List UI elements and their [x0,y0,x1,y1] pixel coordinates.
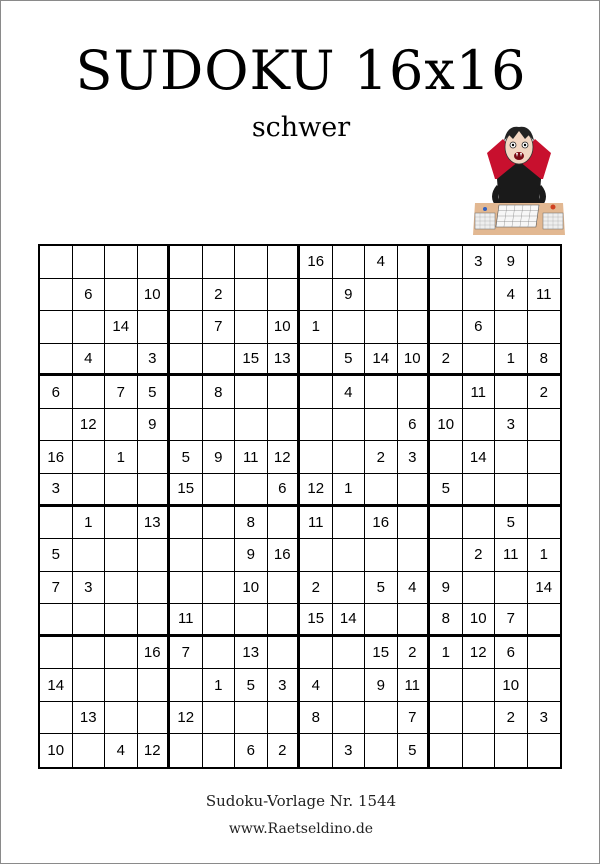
empty-cell[interactable] [365,311,398,344]
given-cell: 9 [138,409,171,442]
given-cell: 4 [105,734,138,767]
given-cell: 3 [268,669,301,702]
given-cell: 5 [333,344,366,377]
empty-cell[interactable] [365,734,398,767]
empty-cell[interactable] [300,734,333,767]
empty-cell[interactable] [398,246,431,279]
given-cell: 4 [73,344,106,377]
given-cell: 2 [365,441,398,474]
given-cell: 6 [463,311,496,344]
given-cell: 5 [365,572,398,605]
given-cell: 12 [138,734,171,767]
given-cell: 12 [73,409,106,442]
empty-cell[interactable] [463,409,496,442]
given-cell: 14 [105,311,138,344]
empty-cell[interactable] [365,702,398,735]
empty-cell[interactable] [170,572,203,605]
empty-cell[interactable] [268,637,301,670]
given-cell: 8 [300,702,333,735]
empty-cell[interactable] [105,669,138,702]
given-cell: 6 [398,409,431,442]
empty-cell[interactable] [268,572,301,605]
empty-cell[interactable] [73,246,106,279]
empty-cell[interactable] [105,246,138,279]
empty-cell[interactable] [268,376,301,409]
empty-cell[interactable] [73,539,106,572]
given-cell: 11 [300,507,333,540]
empty-cell[interactable] [105,702,138,735]
empty-cell[interactable] [300,344,333,377]
given-cell: 11 [495,539,528,572]
empty-cell[interactable] [528,441,561,474]
given-cell: 9 [203,441,236,474]
empty-cell[interactable] [170,507,203,540]
given-cell: 15 [235,344,268,377]
given-cell: 13 [268,344,301,377]
given-cell: 13 [138,507,171,540]
given-cell: 11 [463,376,496,409]
given-cell: 7 [495,604,528,637]
empty-cell[interactable] [430,311,463,344]
given-cell: 4 [365,246,398,279]
given-cell: 2 [203,279,236,312]
given-cell: 7 [105,376,138,409]
empty-cell[interactable] [138,311,171,344]
empty-cell[interactable] [300,441,333,474]
given-cell: 6 [268,474,301,507]
empty-cell[interactable] [40,409,73,442]
given-cell: 5 [495,507,528,540]
given-cell: 10 [268,311,301,344]
given-cell: 9 [333,279,366,312]
empty-cell[interactable] [40,344,73,377]
given-cell: 8 [235,507,268,540]
empty-cell[interactable] [170,409,203,442]
given-cell: 6 [73,279,106,312]
empty-cell[interactable] [203,637,236,670]
given-cell: 5 [138,376,171,409]
given-cell: 6 [235,734,268,767]
given-cell: 4 [300,669,333,702]
given-cell: 2 [398,637,431,670]
empty-cell[interactable] [268,246,301,279]
empty-cell[interactable] [203,604,236,637]
empty-cell[interactable] [463,572,496,605]
empty-cell[interactable] [105,637,138,670]
given-cell: 10 [40,734,73,767]
empty-cell[interactable] [333,637,366,670]
empty-cell[interactable] [235,409,268,442]
empty-cell[interactable] [398,507,431,540]
empty-cell[interactable] [365,539,398,572]
empty-cell[interactable] [105,344,138,377]
empty-cell[interactable] [40,246,73,279]
empty-cell[interactable] [73,311,106,344]
given-cell: 3 [73,572,106,605]
empty-cell[interactable] [365,409,398,442]
empty-cell[interactable] [300,637,333,670]
given-cell: 1 [495,344,528,377]
empty-cell[interactable] [40,311,73,344]
empty-cell[interactable] [40,702,73,735]
given-cell: 16 [300,246,333,279]
given-cell: 15 [300,604,333,637]
empty-cell[interactable] [73,637,106,670]
given-cell: 1 [203,669,236,702]
given-cell: 13 [235,637,268,670]
empty-cell[interactable] [105,474,138,507]
empty-cell[interactable] [40,507,73,540]
empty-cell[interactable] [138,604,171,637]
given-cell: 5 [40,539,73,572]
given-cell: 16 [138,637,171,670]
empty-cell[interactable] [398,539,431,572]
given-cell: 10 [235,572,268,605]
empty-cell[interactable] [333,409,366,442]
empty-cell[interactable] [235,311,268,344]
given-cell: 15 [170,474,203,507]
empty-cell[interactable] [365,279,398,312]
empty-cell[interactable] [300,279,333,312]
empty-cell[interactable] [365,604,398,637]
empty-cell[interactable] [463,507,496,540]
empty-cell[interactable] [333,702,366,735]
empty-cell[interactable] [73,474,106,507]
empty-cell[interactable] [430,734,463,767]
empty-cell[interactable] [73,604,106,637]
empty-cell[interactable] [138,539,171,572]
empty-cell[interactable] [138,474,171,507]
empty-cell[interactable] [170,246,203,279]
given-cell: 7 [170,637,203,670]
empty-cell[interactable] [333,441,366,474]
empty-cell[interactable] [528,669,561,702]
empty-cell[interactable] [528,637,561,670]
empty-cell[interactable] [463,702,496,735]
empty-cell[interactable] [170,734,203,767]
empty-cell[interactable] [138,441,171,474]
given-cell: 14 [463,441,496,474]
empty-cell[interactable] [430,669,463,702]
given-cell: 1 [333,474,366,507]
given-cell: 9 [365,669,398,702]
empty-cell[interactable] [528,311,561,344]
empty-cell[interactable] [105,507,138,540]
given-cell: 5 [170,441,203,474]
given-cell: 3 [495,409,528,442]
empty-cell[interactable] [398,474,431,507]
empty-cell[interactable] [528,604,561,637]
empty-cell[interactable] [398,279,431,312]
given-cell: 3 [463,246,496,279]
empty-cell[interactable] [333,507,366,540]
given-cell: 10 [398,344,431,377]
given-cell: 8 [430,604,463,637]
empty-cell[interactable] [170,344,203,377]
empty-cell[interactable] [528,409,561,442]
given-cell: 1 [300,311,333,344]
empty-cell[interactable] [333,669,366,702]
empty-cell[interactable] [40,604,73,637]
empty-cell[interactable] [528,474,561,507]
given-cell: 12 [300,474,333,507]
given-cell: 6 [40,376,73,409]
given-cell: 5 [430,474,463,507]
given-cell: 1 [105,441,138,474]
empty-cell[interactable] [203,572,236,605]
empty-cell[interactable] [463,669,496,702]
empty-cell[interactable] [235,702,268,735]
empty-cell[interactable] [528,507,561,540]
given-cell: 2 [495,702,528,735]
given-cell: 6 [495,637,528,670]
empty-cell[interactable] [203,702,236,735]
empty-cell[interactable] [203,474,236,507]
vampire-mascot-icon [473,113,565,237]
given-cell: 2 [430,344,463,377]
given-cell: 10 [495,669,528,702]
given-cell: 16 [40,441,73,474]
empty-cell[interactable] [170,311,203,344]
given-cell: 12 [170,702,203,735]
empty-cell[interactable] [170,539,203,572]
empty-cell[interactable] [430,507,463,540]
empty-cell[interactable] [170,376,203,409]
empty-cell[interactable] [268,702,301,735]
given-cell: 8 [203,376,236,409]
empty-cell[interactable] [170,669,203,702]
empty-cell[interactable] [73,441,106,474]
given-cell: 14 [365,344,398,377]
given-cell: 7 [203,311,236,344]
given-cell: 2 [268,734,301,767]
empty-cell[interactable] [268,409,301,442]
given-cell: 13 [73,702,106,735]
given-cell: 11 [235,441,268,474]
given-cell: 14 [528,572,561,605]
empty-cell[interactable] [495,441,528,474]
empty-cell[interactable] [528,246,561,279]
given-cell: 3 [528,702,561,735]
given-cell: 1 [430,637,463,670]
empty-cell[interactable] [398,311,431,344]
empty-cell[interactable] [365,376,398,409]
empty-cell[interactable] [40,637,73,670]
empty-cell[interactable] [235,604,268,637]
empty-cell[interactable] [300,409,333,442]
given-cell: 15 [365,637,398,670]
empty-cell[interactable] [398,376,431,409]
empty-cell[interactable] [73,376,106,409]
given-cell: 5 [235,669,268,702]
empty-cell[interactable] [398,604,431,637]
given-cell: 16 [268,539,301,572]
empty-cell[interactable] [268,604,301,637]
given-cell: 2 [528,376,561,409]
empty-cell[interactable] [203,409,236,442]
empty-cell[interactable] [333,572,366,605]
empty-cell[interactable] [105,539,138,572]
given-cell: 9 [430,572,463,605]
empty-cell[interactable] [203,539,236,572]
empty-cell[interactable] [73,669,106,702]
given-cell: 3 [333,734,366,767]
empty-cell[interactable] [235,279,268,312]
empty-cell[interactable] [105,604,138,637]
empty-cell[interactable] [170,279,203,312]
empty-cell[interactable] [235,474,268,507]
empty-cell[interactable] [333,246,366,279]
given-cell: 8 [528,344,561,377]
empty-cell[interactable] [463,279,496,312]
empty-cell[interactable] [138,702,171,735]
empty-cell[interactable] [235,376,268,409]
empty-cell[interactable] [430,441,463,474]
empty-cell[interactable] [268,507,301,540]
empty-cell[interactable] [430,702,463,735]
empty-cell[interactable] [138,246,171,279]
given-cell: 12 [463,637,496,670]
given-cell: 11 [170,604,203,637]
given-cell: 4 [333,376,366,409]
given-cell: 4 [495,279,528,312]
given-cell: 11 [398,669,431,702]
given-cell: 7 [398,702,431,735]
page-title: SUDOKU 16x16 [75,39,527,102]
given-cell: 1 [528,539,561,572]
empty-cell[interactable] [495,474,528,507]
empty-cell[interactable] [203,344,236,377]
empty-cell[interactable] [268,279,301,312]
empty-cell[interactable] [430,279,463,312]
given-cell: 16 [365,507,398,540]
empty-cell[interactable] [430,376,463,409]
empty-cell[interactable] [495,376,528,409]
empty-cell[interactable] [365,474,398,507]
empty-cell[interactable] [333,311,366,344]
given-cell: 3 [40,474,73,507]
given-cell: 10 [430,409,463,442]
given-cell: 10 [463,604,496,637]
empty-cell[interactable] [333,539,366,572]
empty-cell[interactable] [203,246,236,279]
given-cell: 14 [333,604,366,637]
empty-cell[interactable] [300,539,333,572]
empty-cell[interactable] [300,376,333,409]
empty-cell[interactable] [495,311,528,344]
empty-cell[interactable] [138,669,171,702]
empty-cell[interactable] [105,409,138,442]
given-cell: 2 [463,539,496,572]
given-cell: 7 [40,572,73,605]
empty-cell[interactable] [73,734,106,767]
empty-cell[interactable] [105,279,138,312]
given-cell: 14 [40,669,73,702]
difficulty-label: schwer [251,112,351,143]
empty-cell[interactable] [463,344,496,377]
given-cell: 2 [300,572,333,605]
empty-cell[interactable] [463,734,496,767]
empty-cell[interactable] [105,572,138,605]
given-cell: 10 [138,279,171,312]
given-cell: 3 [138,344,171,377]
given-cell: 9 [235,539,268,572]
empty-cell[interactable] [463,474,496,507]
sudoku-grid [38,244,562,769]
given-cell: 1 [73,507,106,540]
empty-cell[interactable] [235,246,268,279]
given-cell: 12 [268,441,301,474]
empty-cell[interactable] [495,734,528,767]
empty-cell[interactable] [203,507,236,540]
given-cell: 3 [398,441,431,474]
empty-cell[interactable] [495,572,528,605]
empty-cell[interactable] [430,539,463,572]
empty-cell[interactable] [430,246,463,279]
given-cell: 5 [398,734,431,767]
empty-cell[interactable] [203,734,236,767]
empty-cell[interactable] [40,279,73,312]
template-number: Sudoku-Vorlage Nr. 1544 [205,792,397,810]
given-cell: 11 [528,279,561,312]
empty-cell[interactable] [528,734,561,767]
website-link[interactable]: www.Raetseldino.de [228,821,374,837]
empty-cell[interactable] [138,572,171,605]
given-cell: 4 [398,572,431,605]
given-cell: 9 [495,246,528,279]
